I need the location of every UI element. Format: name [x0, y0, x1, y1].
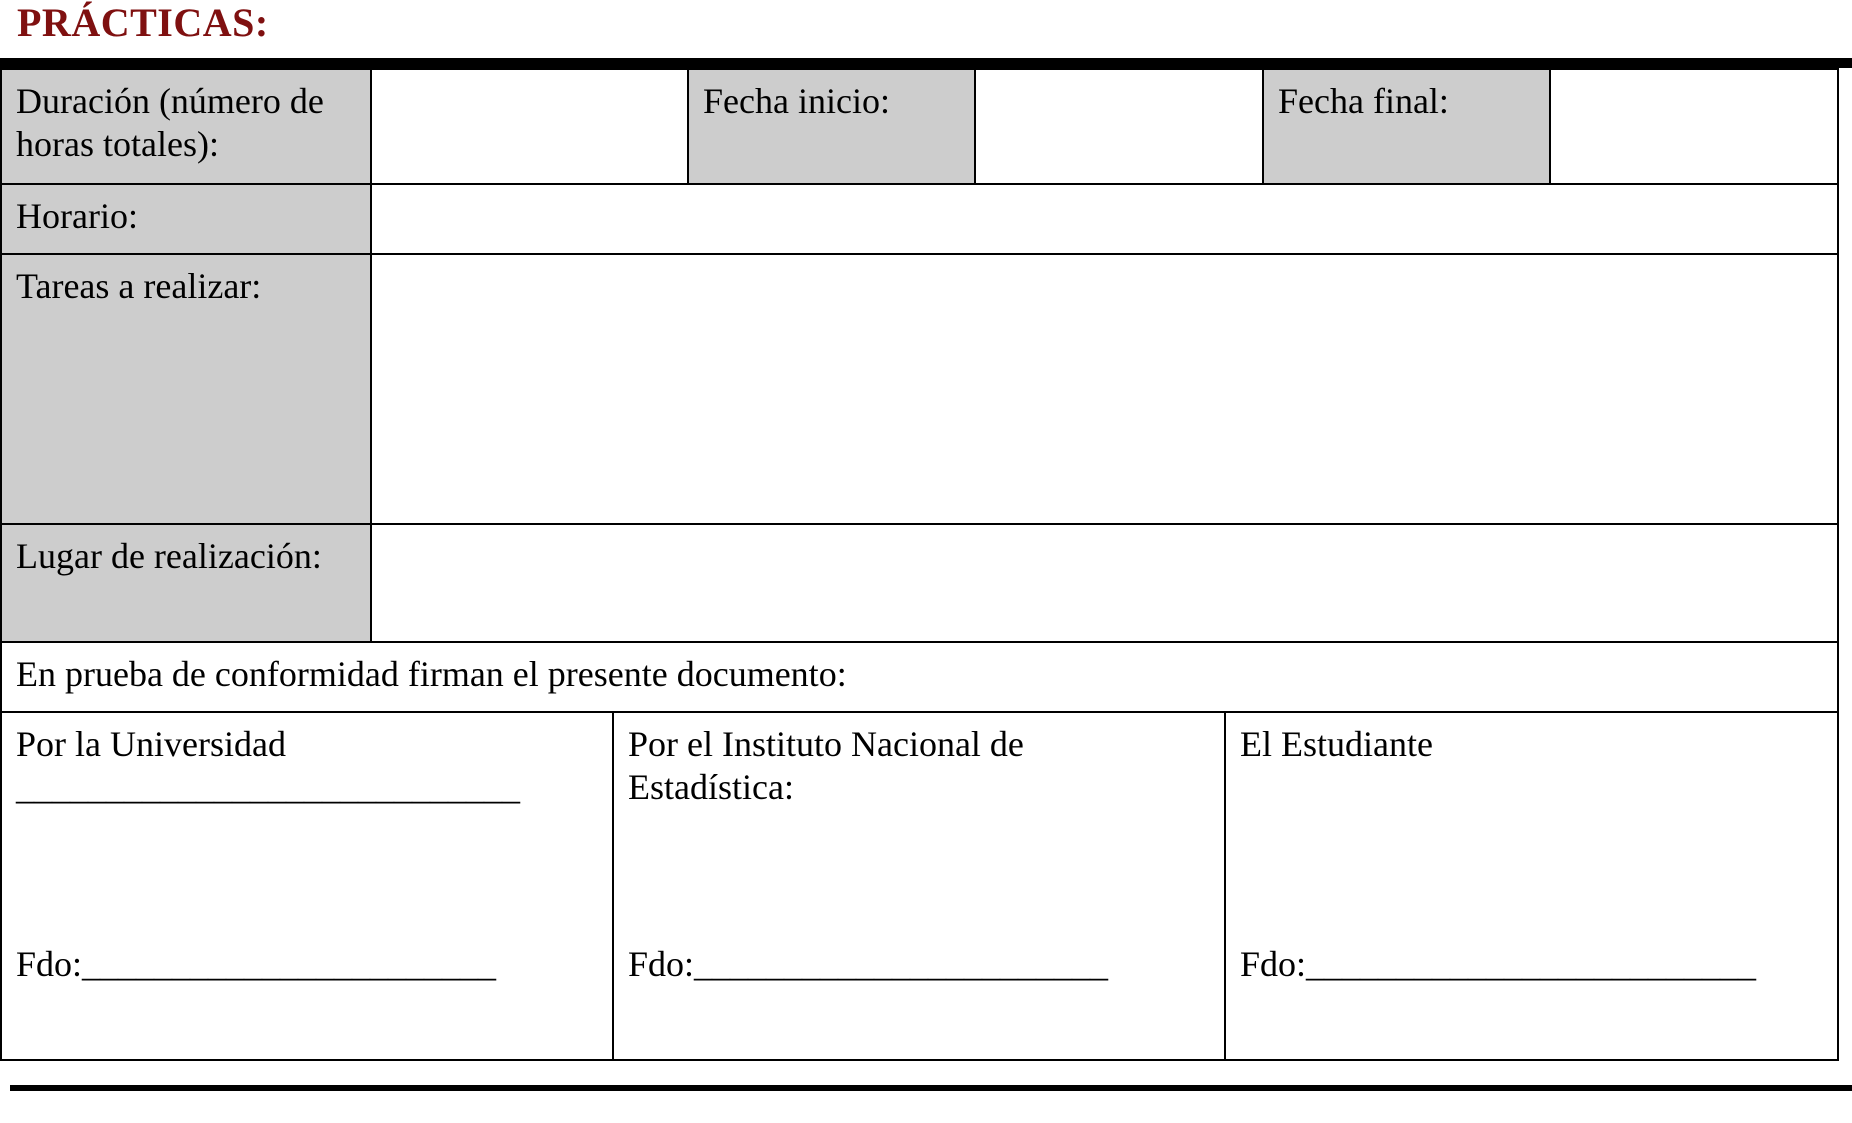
place-field[interactable] — [370, 523, 1839, 643]
duration-label-cell — [0, 68, 372, 185]
university-heading: Por la Universidad — [16, 724, 286, 764]
student-heading: El Estudiante — [1240, 724, 1433, 764]
start-date-field[interactable] — [974, 68, 1264, 185]
duration-field[interactable] — [370, 68, 689, 185]
tasks-field[interactable] — [370, 253, 1839, 525]
university-signature-cell — [0, 711, 614, 1061]
university-signature-line: ____________________________ — [16, 767, 520, 807]
university-fdo: Fdo:_______________________ — [16, 944, 497, 984]
student-fdo: Fdo:_________________________ — [1240, 944, 1757, 984]
institute-heading: Por el Instituto Nacional de Estadística: — [628, 724, 1024, 807]
place-label: Lugar de realización: — [16, 536, 322, 576]
start-date-label-cell — [687, 68, 976, 185]
tasks-label-cell — [0, 253, 372, 525]
place-label-cell — [0, 523, 372, 643]
schedule-label: Horario: — [16, 196, 138, 236]
institute-signature-cell — [612, 711, 1226, 1061]
institute-fdo: Fdo:_______________________ — [628, 944, 1109, 984]
bottom-rule — [10, 1085, 1852, 1091]
end-date-field[interactable] — [1549, 68, 1839, 185]
signature-intro: En prueba de conformidad firman el presente documento: — [16, 654, 847, 694]
duration-label: Duración (número de horas totales): — [16, 81, 324, 164]
schedule-label-cell — [0, 183, 372, 255]
schedule-field[interactable] — [370, 183, 1839, 255]
student-signature-cell — [1224, 711, 1839, 1061]
signature-intro-cell — [0, 641, 1839, 713]
top-rule — [0, 58, 1852, 68]
start-date-label: Fecha inicio: — [703, 81, 890, 121]
section-title: PRÁCTICAS: — [17, 0, 269, 45]
tasks-label: Tareas a realizar: — [16, 266, 262, 306]
end-date-label-cell — [1262, 68, 1551, 185]
end-date-label: Fecha final: — [1278, 81, 1449, 121]
